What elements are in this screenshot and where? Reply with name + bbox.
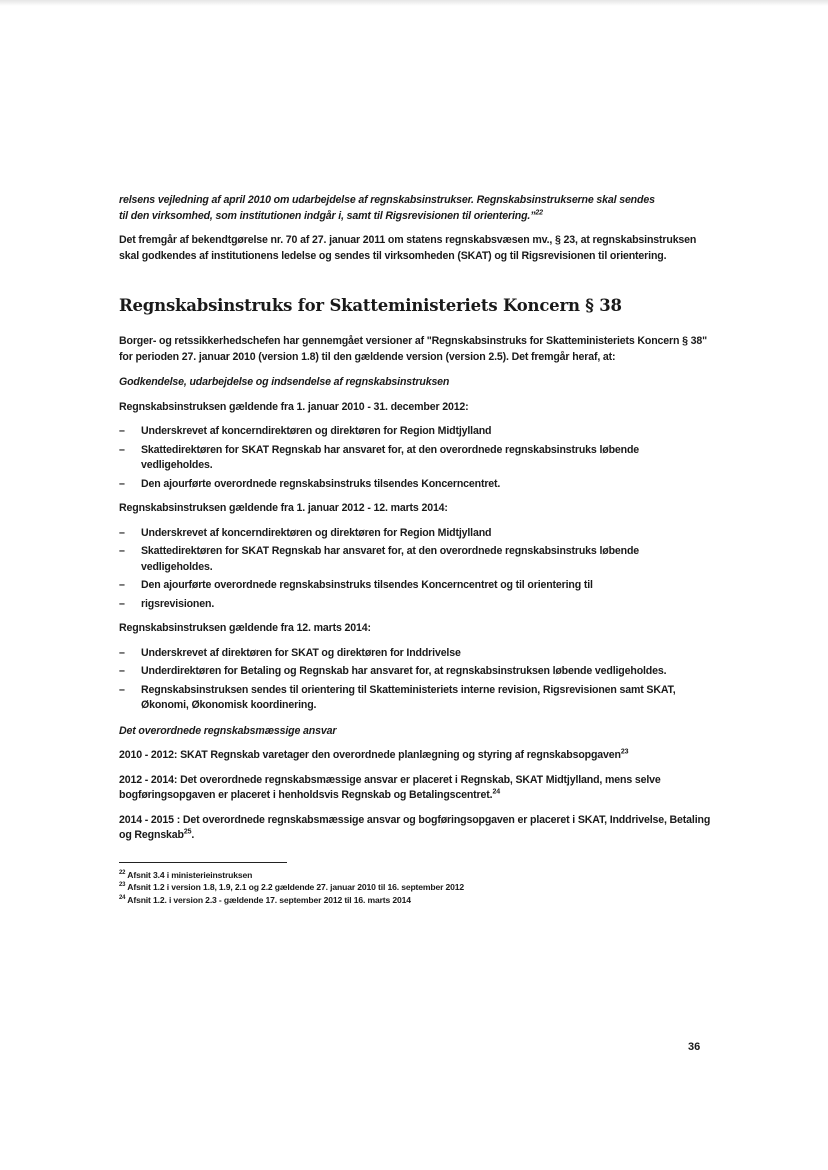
footnote (119, 869, 713, 882)
responsibility-end: . (191, 829, 195, 841)
list-item: – Underdirektøren for Betaling og Regnskab har ansvaret for, at regnskabsinstruksen løbende vedligeholdes. (119, 664, 713, 680)
intro-italic-quote (119, 193, 713, 224)
responsibility-2014-2015 (119, 813, 713, 844)
footnote-number: 24 (119, 894, 126, 901)
footnote-text: Afsnit 3.4 i ministerieinstruksen (127, 869, 253, 880)
period1-list (119, 424, 713, 492)
intro-paragraph: Det fremgår af bekendtgørelse nr. 70 af 27. januar 2011 om statens regnskabsvæsen mv., § 23, at regnskabsinstruksen skal godkendes af institutionens ledelse og sendes til virksomheden (SKAT) og til Rigsrevisionen til orientering. (119, 234, 697, 262)
scan-edge (0, 0, 828, 6)
intro-italic-line1: relsens vejledning af april 2010 om udarbejdelse af regnskabsinstrukser. Regnskabsinstrukserne skal sendes (119, 194, 655, 206)
footnote-number: 23 (119, 882, 126, 889)
period2-label: Regnskabsinstruksen gældende fra 1. januar 2012 - 12. marts 2014: (119, 502, 448, 514)
footnote-text: Afsnit 1.2 i version 1.8, 1.9, 2.1 og 2.2 gældende 27. januar 2010 til 16. september 2012 (127, 882, 465, 892)
footnote-divider (119, 862, 287, 863)
page-number: 36 (688, 1041, 701, 1053)
list-item: – Underskrevet af koncerndirektøren og direktøren for Region Midtjylland (119, 424, 713, 440)
period3-list (119, 646, 713, 714)
document-page (119, 193, 713, 906)
list-item: – Den ajourførte overordnede regnskabsinstruks tilsendes Koncerncentret. (119, 477, 713, 493)
footnote-ref: 23 (620, 748, 629, 756)
subheading-responsibility: Det overordnede regnskabsmæssige ansvar (119, 724, 337, 737)
responsibility-text: 2012 - 2014: Det overordnede regnskabsmæssige ansvar er placeret i Regnskab, SKAT Midtjylland, mens selve bogføringsopgaven er placeret i henholdsvis Regnskab og Betalingscentret. (119, 773, 661, 801)
footnote-ref: 22 (535, 208, 543, 216)
responsibility-text: 2010 - 2012: SKAT Regnskab varetager den overordnede planlægning og styring af regnskabsopgaven (119, 749, 621, 761)
responsibility-2012-2014 (119, 773, 713, 804)
list-item: – Skattedirektøren for SKAT Regnskab har ansvaret for, at den overordnede regnskabsinstruks løbende vedligeholdes. (119, 544, 713, 575)
footnote (119, 881, 713, 894)
responsibility-2010-2012 (119, 748, 713, 764)
period2-list (119, 526, 713, 613)
footnote-number: 22 (119, 869, 126, 876)
footnote-ref: 24 (492, 788, 500, 796)
list-item: – Skattedirektøren for SKAT Regnskab har ansvaret for, at den overordnede regnskabsinstruks løbende vedligeholdes. (119, 443, 713, 474)
section-intro-paragraph: Borger- og retssikkerhedschefen har gennemgået versioner af "Regnskabsinstruks for Skatteministeriets Koncern § 38" for perioden 27. januar 2010 (version 1.8) til den gældende version (version 2.5). Det fremgår heraf, at: (119, 335, 708, 363)
list-item: – Underskrevet af direktøren for SKAT og direktøren for Inddrivelse (119, 646, 713, 662)
list-item: – Underskrevet af koncerndirektøren og direktøren for Region Midtjylland (119, 526, 713, 542)
list-item: – Den ajourførte overordnede regnskabsinstruks tilsendes Koncerncentret og til orientering til (119, 578, 713, 594)
list-item: – rigsrevisionen. (119, 597, 713, 613)
responsibility-text: 2014 - 2015 : Det overordnede regnskabsmæssige ansvar og bogføringsopgaven er placeret i SKAT, Inddrivelse, Betaling og Regnskab (119, 813, 711, 841)
footnote-text: Afsnit 1.2. i version 2.3 - gældende 17. september 2012 til 16. marts 2014 (127, 894, 411, 905)
period3-label: Regnskabsinstruksen gældende fra 12. marts 2014: (119, 622, 371, 634)
footnote-ref: 25 (183, 828, 192, 836)
list-item: – Regnskabsinstruksen sendes til orientering til Skatteministeriets interne revision, Rigsrevisionen samt SKAT, Økonomi, Økonomisk koordinering. (119, 683, 713, 714)
subheading-approval: Godkendelse, udarbejdelse og indsendelse af regnskabsinstruksen (119, 376, 450, 388)
section-heading: Regnskabsinstruks for Skatteministeriets Koncern § 38 (119, 296, 622, 315)
period1-label: Regnskabsinstruksen gældende fra 1. januar 2010 - 31. december 2012: (119, 400, 469, 413)
intro-italic-line2: til den virksomhed, som institutionen indgår i, samt til Rigsrevisionen til orientering.” (119, 209, 536, 222)
footnote (119, 894, 713, 907)
